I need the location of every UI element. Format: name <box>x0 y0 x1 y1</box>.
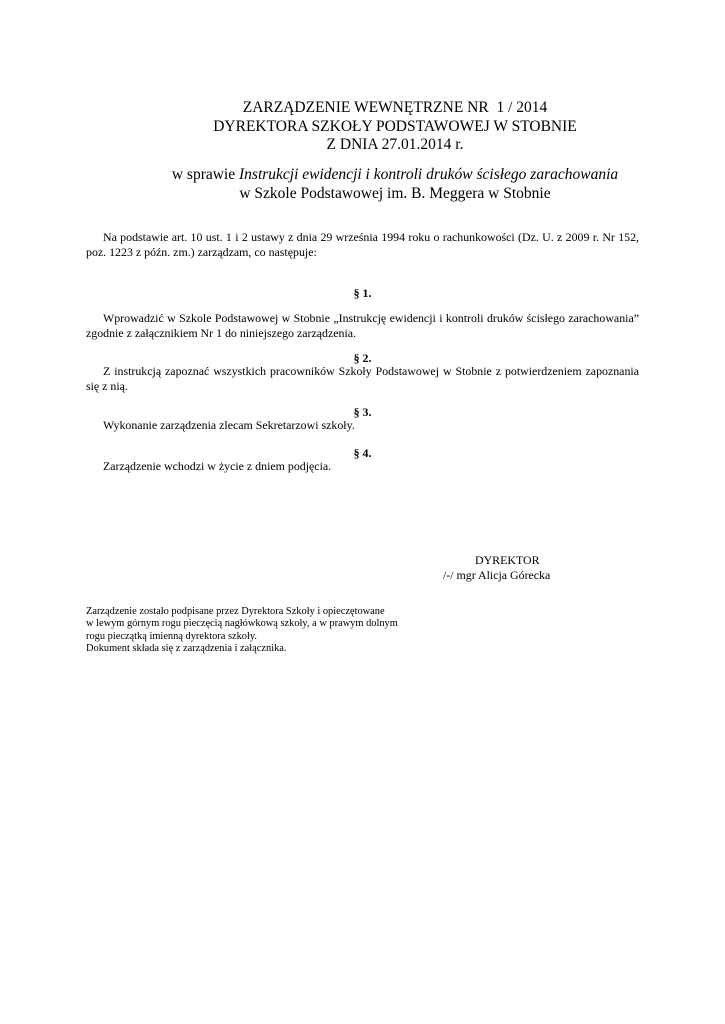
note-line-1: Zarządzenie zostało podpisane przez Dyrektora Szkoły i opieczętowane <box>86 606 385 617</box>
section-4-text: Zarządzenie wchodzi w życie z dniem podjęcia. <box>103 459 332 473</box>
subject-line-2: w Szkole Podstawowej im. B. Meggera w Stobnie <box>239 184 551 202</box>
signature-block <box>420 553 650 583</box>
document-subject <box>150 166 640 203</box>
document-title <box>150 99 640 155</box>
section-2-text: Z instrukcją zapoznać wszystkich pracowników Szkoły Podstawowej w Stobnie z potwierdzeniem zapoznania się z nią. <box>86 364 639 394</box>
section-4-sign: § 4. <box>353 446 372 460</box>
title-line-2: DYREKTORA SZKOŁY PODSTAWOWEJ W STOBNIE <box>213 117 577 135</box>
title-line-1: ZARZĄDZENIE WEWNĘTRZNE NR 1 / 2014 <box>242 99 548 116</box>
section-3-text: Wykonanie zarządzenia zlecam Sekretarzowi szkoły. <box>103 418 355 432</box>
intro-paragraph: Na podstawie art. 10 ust. 1 i 2 ustawy z dnia 29 września 1994 roku o rachunkowości (Dz. U. z 2009 r. Nr 152, poz. 1223 z późn. zm.) zarządzam, co następuje: <box>86 230 639 260</box>
section-2-sign: § 2. <box>353 351 372 365</box>
section-1-text: Wprowadzić w Szkole Podstawowej w Stobnie „Instrukcję ewidencji i kontroli druków ścisłego zarachowania” zgodnie z załącznikiem Nr 1 do niniejszego zarządzenia. <box>86 311 639 341</box>
signing-note <box>86 606 446 656</box>
subject-prefix: w sprawie <box>171 166 239 183</box>
signature-name: /-/ mgr Alicja Górecka <box>443 568 551 582</box>
section-3-sign: § 3. <box>353 405 372 419</box>
subject-italic-title: Instrukcji ewidencji i kontroli druków ścisłego zarachowania <box>239 166 619 183</box>
note-line-2: w lewym górnym rogu pieczęcią nagłówkową szkoły, a w prawym dolnym <box>86 618 398 630</box>
section-1-sign: § 1. <box>353 286 372 300</box>
title-line-3: Z DNIA 27.01.2014 r. <box>326 136 464 153</box>
signature-role: DYREKTOR <box>475 553 540 567</box>
note-line-4: Dokument składa się z zarządzenia i załącznika. <box>86 643 287 655</box>
note-line-3: rogu pieczątką imienną dyrektora szkoły. <box>86 630 257 642</box>
subject-line-1 <box>150 166 640 185</box>
